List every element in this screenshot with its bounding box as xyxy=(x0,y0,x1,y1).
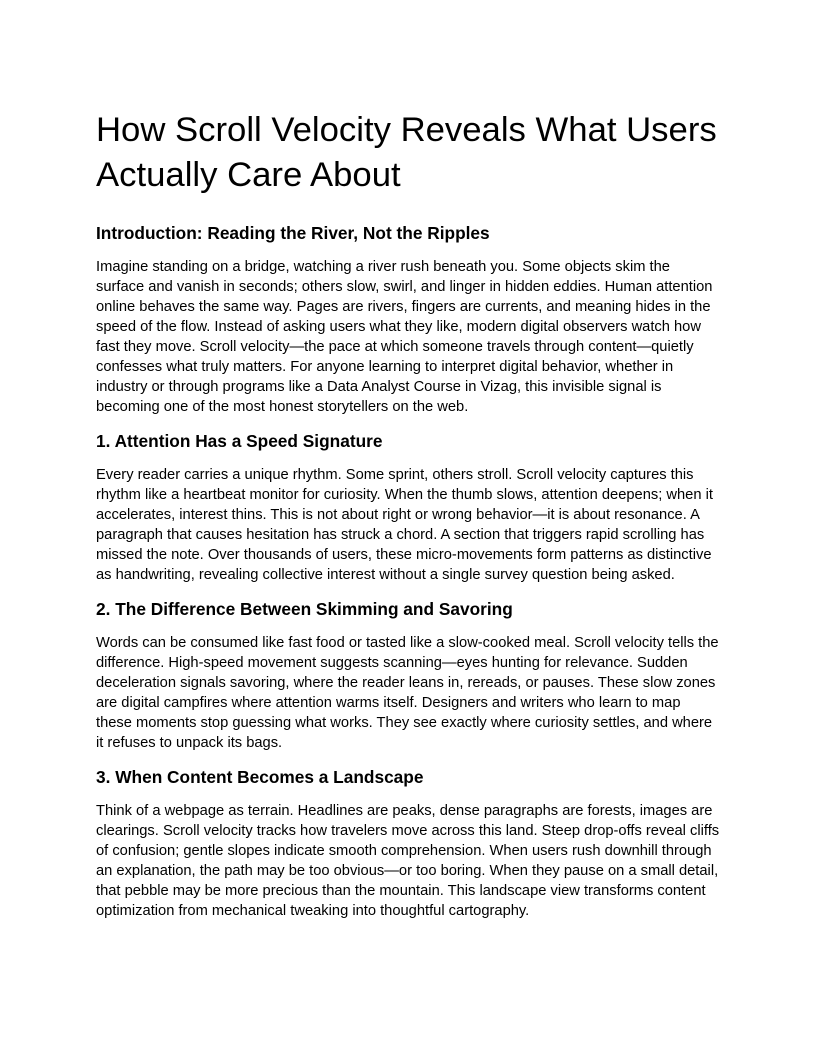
section-introduction xyxy=(96,222,720,417)
section-heading-skimming-savoring: 2. The Difference Between Skimming and Savoring xyxy=(96,599,513,619)
document-title: How Scroll Velocity Reveals What Users Actually Care About xyxy=(96,111,717,194)
section-1-speed-signature xyxy=(96,430,720,585)
section-paragraph-skimming-savoring: Words can be consumed like fast food or tasted like a slow-cooked meal. Scroll velocity tells the difference. High-speed movement suggests scanning—eyes hunting for relevance. Sudden deceleration signals savoring, where the reader leans in, rereads, or pauses. These slow zones are digital campfires where attention warms itself. Designers and writers who learn to map these moments stop guessing what works. They see exactly where curiosity settles, and where it refuses to unpack its bags. xyxy=(96,635,719,751)
section-heading-content-landscape: 3. When Content Becomes a Landscape xyxy=(96,767,424,787)
section-heading-speed-signature: 1. Attention Has a Speed Signature xyxy=(96,431,383,451)
section-heading-introduction: Introduction: Reading the River, Not the Ripples xyxy=(96,223,490,243)
section-3-content-landscape xyxy=(96,766,720,921)
section-paragraph-introduction: Imagine standing on a bridge, watching a river rush beneath you. Some objects skim the surface and vanish in seconds; others slow, swirl, and linger in hidden eddies. Human attention online behaves the same way. Pages are rivers, fingers are currents, and meaning hides in the speed of the flow. Instead of asking users what they like, modern digital observers watch how fast they move. Scroll velocity—the pace at which someone travels through content—quietly confesses what truly matters. For anyone learning to interpret digital behavior, whether in industry or through programs like a Data Analyst Course in Vizag, this invisible signal is becoming one of the most honest storytellers on the web. xyxy=(96,259,713,415)
section-paragraph-content-landscape: Think of a webpage as terrain. Headlines are peaks, dense paragraphs are forests, images are clearings. Scroll velocity tracks how travelers move across this land. Steep drop-offs reveal cliffs of confusion; gentle slopes indicate smooth comprehension. When users rush downhill through an explanation, the path may be too obvious—or too boring. When they pause on a small detail, that pebble may be more precious than the mountain. This landscape view transforms content optimization from mechanical tweaking into thoughtful cartography. xyxy=(96,803,720,919)
section-2-skimming-savoring xyxy=(96,598,720,753)
section-paragraph-speed-signature: Every reader carries a unique rhythm. Some sprint, others stroll. Scroll velocity captures this rhythm like a heartbeat monitor for curiosity. When the thumb slows, attention deepens; when it accelerates, interest thins. This is not about right or wrong behavior—it is about resonance. A paragraph that causes hesitation has struck a chord. A section that triggers rapid scrolling has missed the note. Over thousands of users, these micro-movements form patterns as distinctive as handwriting, revealing collective interest without a single survey question being asked. xyxy=(96,467,713,583)
